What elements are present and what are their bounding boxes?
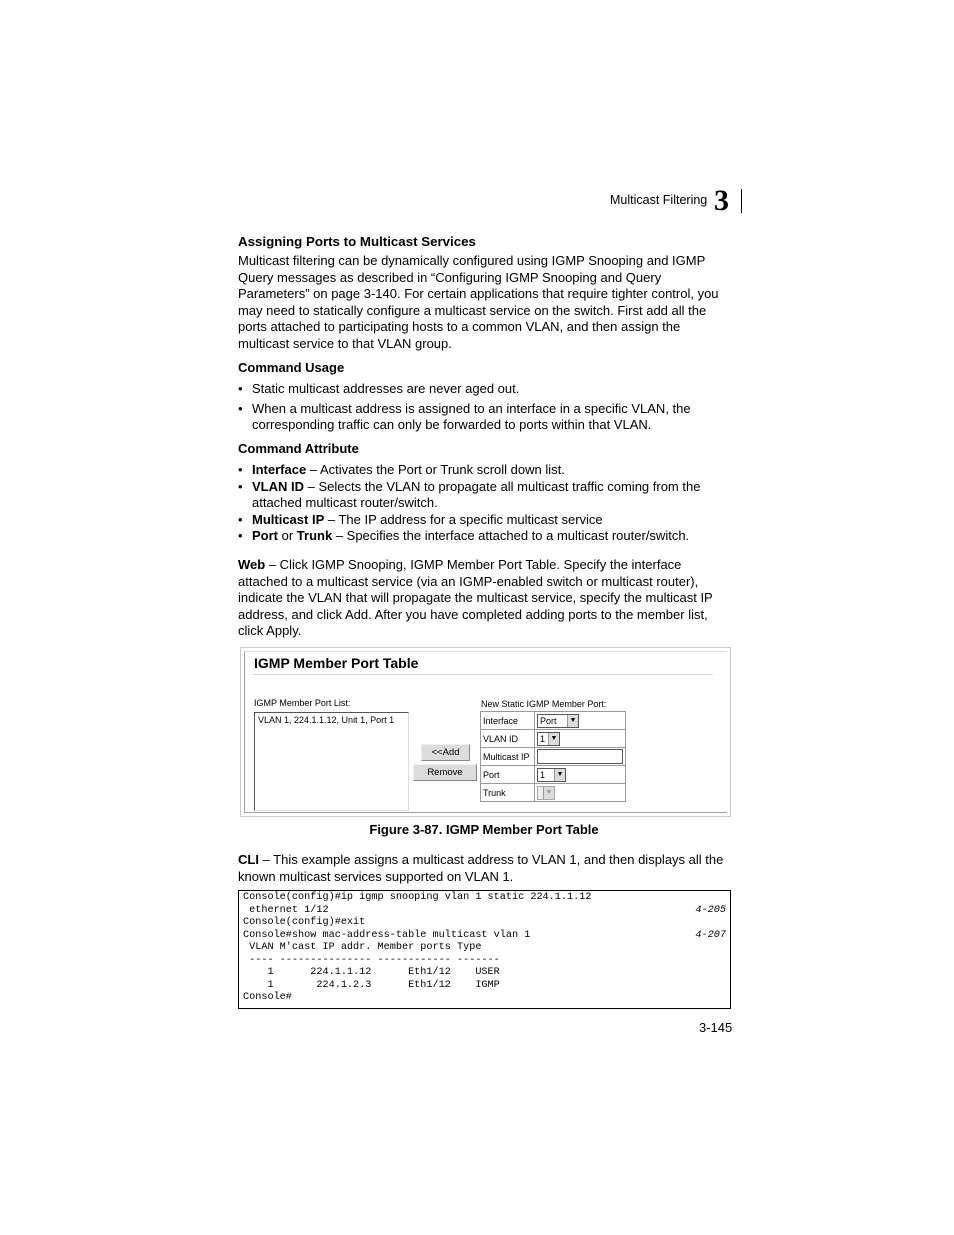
member-port-list-label: IGMP Member Port List: [254,698,351,708]
igmp-member-port-figure [240,647,731,817]
interface-select[interactable]: Port ▼ [537,714,579,728]
vlan-id-label: VLAN ID [481,730,535,748]
cli-line: Console(config)#ip igmp snooping vlan 1 static 224.1.1.12 [243,892,592,903]
intro-paragraph: Multicast filtering can be dynamically configured using IGMP Snooping and IGMP Query messages as described in “Configuring IGMP Snooping and Query Parameters” on page 3-140. For certain applications that require tighter control, you may need to statically configure a multicast service on the switch. First add all the ports attached to participating hosts to a common VLAN, and then assign the multicast service to that VLAN group. [238,253,719,351]
cli-line: Console#show mac-address-table multicast vlan 1 [243,930,531,941]
usage-item: • Static multicast addresses are never aged out. [238,381,730,398]
vlan-id-select[interactable]: 1 ▼ [537,732,560,746]
cli-paragraph: CLI – This example assigns a multicast address to VLAN 1, and then displays all the known multicast services supported on VLAN 1. [238,852,724,884]
cli-line: ---- --------------- ------------ ------- [243,955,500,966]
member-port-list[interactable] [254,712,409,811]
trunk-label: Trunk [481,784,535,802]
add-button[interactable]: <<Add [421,744,470,761]
chapter-number: 3 [714,184,729,217]
attribute-item: • Port or Trunk – Specifies the interface attached to a multicast router/switch. [238,528,730,545]
command-attribute-list [238,462,730,545]
cli-line: 1 224.1.1.12 Eth1/12 USER [243,967,500,978]
port-label: Port [481,766,535,784]
cli-page-ref: 4-205 [695,905,726,916]
command-attribute-heading: Command Attribute [238,441,359,456]
cli-line: VLAN M'cast IP addr. Member ports Type [243,942,482,953]
attribute-item: • Multicast IP – The IP address for a specific multicast service [238,512,730,529]
new-member-port-form [480,711,626,802]
remove-button[interactable]: Remove [413,764,477,781]
chevron-down-icon: ▼ [543,787,554,799]
running-header: Multicast Filtering [610,193,708,207]
cli-page-ref: 4-207 [695,930,726,941]
page-number: 3-145 [699,1020,733,1035]
cli-example-box [238,890,731,1009]
multicast-ip-input[interactable] [537,749,623,764]
chevron-down-icon: ▼ [548,733,559,745]
trunk-select[interactable] [537,786,555,800]
command-usage-list [238,381,730,434]
section-title: Assigning Ports to Multicast Services [238,234,476,249]
figure-panel-title: IGMP Member Port Table [254,655,419,671]
cli-line: ethernet 1/12 [243,905,329,916]
figure-caption: Figure 3-87. IGMP Member Port Table [369,822,599,837]
chevron-down-icon: ▼ [567,715,578,727]
member-port-list-item[interactable]: VLAN 1, 224.1.1.12, Unit 1, Port 1 [258,715,395,725]
attribute-item: • VLAN ID – Selects the VLAN to propagate all multicast traffic coming from the attached multicast router/switch. [238,479,730,512]
chevron-down-icon: ▼ [554,769,565,781]
interface-label: Interface [481,712,535,730]
figure-title-rule [253,674,713,675]
cli-line: Console(config)#exit [243,917,366,928]
header-divider [741,189,742,213]
attribute-item: • Interface – Activates the Port or Trunk scroll down list. [238,462,730,479]
usage-item: • When a multicast address is assigned to an interface in a specific VLAN, the corresponding traffic can only be forwarded to ports within that VLAN. [238,401,730,434]
port-select[interactable]: 1 ▼ [537,768,566,782]
cli-line: Console# [243,992,292,1003]
command-usage-heading: Command Usage [238,360,345,375]
web-paragraph: Web – Click IGMP Snooping, IGMP Member Port Table. Specify the interface attached to a multicast service (via an IGMP-enabled switch or multicast router), indicate the VLAN that will propagate the multicast service, specify the multicast IP address, and click Add. After you have completed adding ports to the member list, click Apply. [238,557,713,638]
multicast-ip-label: Multicast IP [481,748,535,766]
new-member-port-label: New Static IGMP Member Port: [481,699,607,709]
cli-line: 1 224.1.2.3 Eth1/12 IGMP [243,980,500,991]
